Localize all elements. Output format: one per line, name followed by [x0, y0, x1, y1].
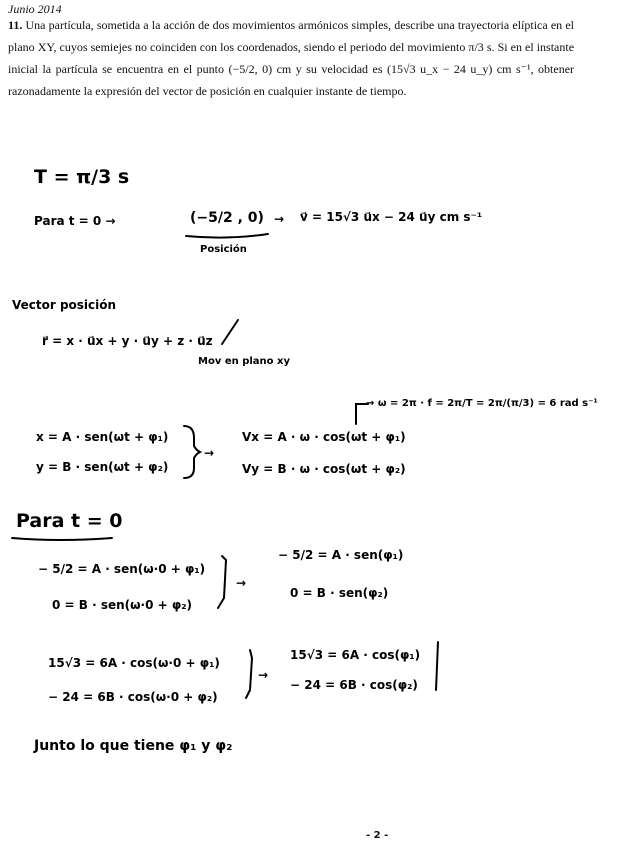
system-brace [184, 426, 200, 478]
initial-position-caption: Posición [200, 244, 247, 255]
position-arrow: → [236, 576, 247, 590]
vector-heading: Vector posición [12, 298, 117, 312]
t0-heading: Para t = 0 [16, 510, 123, 532]
position-result-2: 0 = B · sen(φ₂) [290, 586, 389, 600]
problem-number: 11. [8, 18, 23, 32]
together-note: Junto lo que tiene φ₁ y φ₂ [34, 738, 233, 754]
velocity-result-1: 15√3 = 6A · cos(φ₁) [290, 648, 421, 662]
header-date: Junio 2014 [8, 2, 62, 16]
problem-text-b: . Si en el instante inicial la partícula se encuentra en el punto [8, 40, 575, 76]
velocity-result-bar [436, 642, 438, 690]
position-eq-2: 0 = B · sen(ω·0 + φ₂) [52, 598, 193, 612]
plane-note: Mov en plano xy [198, 356, 290, 367]
period-line: T = π/3 s [34, 166, 130, 188]
initial-label: Para t = 0 → [34, 214, 116, 228]
initial-position: (−5/2 , 0) [190, 210, 264, 226]
vy-equation: Vy = B · ω · cos(ωt + φ₂) [242, 462, 406, 476]
velocity-eq-1: 15√3 = 6A · cos(ω·0 + φ₁) [48, 656, 220, 670]
t0-underline [12, 538, 112, 540]
initial-arrow: → [274, 212, 285, 226]
vector-equation: r⃗ = x · u⃗x + y · u⃗y + z · u⃗z [42, 334, 213, 348]
y-equation: y = B · sen(ωt + φ₂) [36, 460, 169, 474]
position-underline [186, 234, 268, 238]
position-bracket [218, 556, 226, 608]
problem-velocity: (15√3 u_x − 24 u_y) cm s⁻¹ [387, 62, 531, 76]
position-result-1: − 5/2 = A · sen(φ₁) [278, 548, 404, 562]
vx-equation: Vx = A · ω · cos(ωt + φ₁) [242, 430, 406, 444]
problem-text-a: Una partícula, sometida a la acción de dos movimientos armónicos simples, describe una trayectoria elíptica en el plano XY, cuyos semiejes no coinciden con los coordenados, siendo el periodo del movimiento [8, 18, 575, 54]
initial-velocity: v⃗ = 15√3 u⃗x − 24 u⃗y cm s⁻¹ [300, 210, 483, 224]
velocity-eq-2: − 24 = 6B · cos(ω·0 + φ₂) [48, 690, 218, 704]
page-number: - 2 - [366, 830, 389, 841]
omega-equation: → ω = 2π · f = 2π/T = 2π/(π/3) = 6 rad s⁻¹ [366, 398, 598, 409]
omega-bracket [356, 404, 368, 424]
problem-period: π/3 s [468, 40, 492, 54]
velocity-bracket [246, 650, 252, 698]
velocity-result-2: − 24 = 6B · cos(φ₂) [290, 678, 418, 692]
velocity-arrow: → [258, 668, 269, 682]
problem-text-d: , obtener razonadamente la expresión del vector de posición en cualquier instante de tiempo. [8, 62, 575, 98]
problem-text-c: y su velocidad es [295, 62, 383, 76]
problem-point: (−5/2, 0) cm [228, 62, 292, 76]
uz-strike [222, 320, 238, 344]
position-eq-1: − 5/2 = A · sen(ω·0 + φ₁) [38, 562, 206, 576]
x-equation: x = A · sen(ωt + φ₁) [36, 430, 169, 444]
system-arrow: → [204, 446, 215, 460]
